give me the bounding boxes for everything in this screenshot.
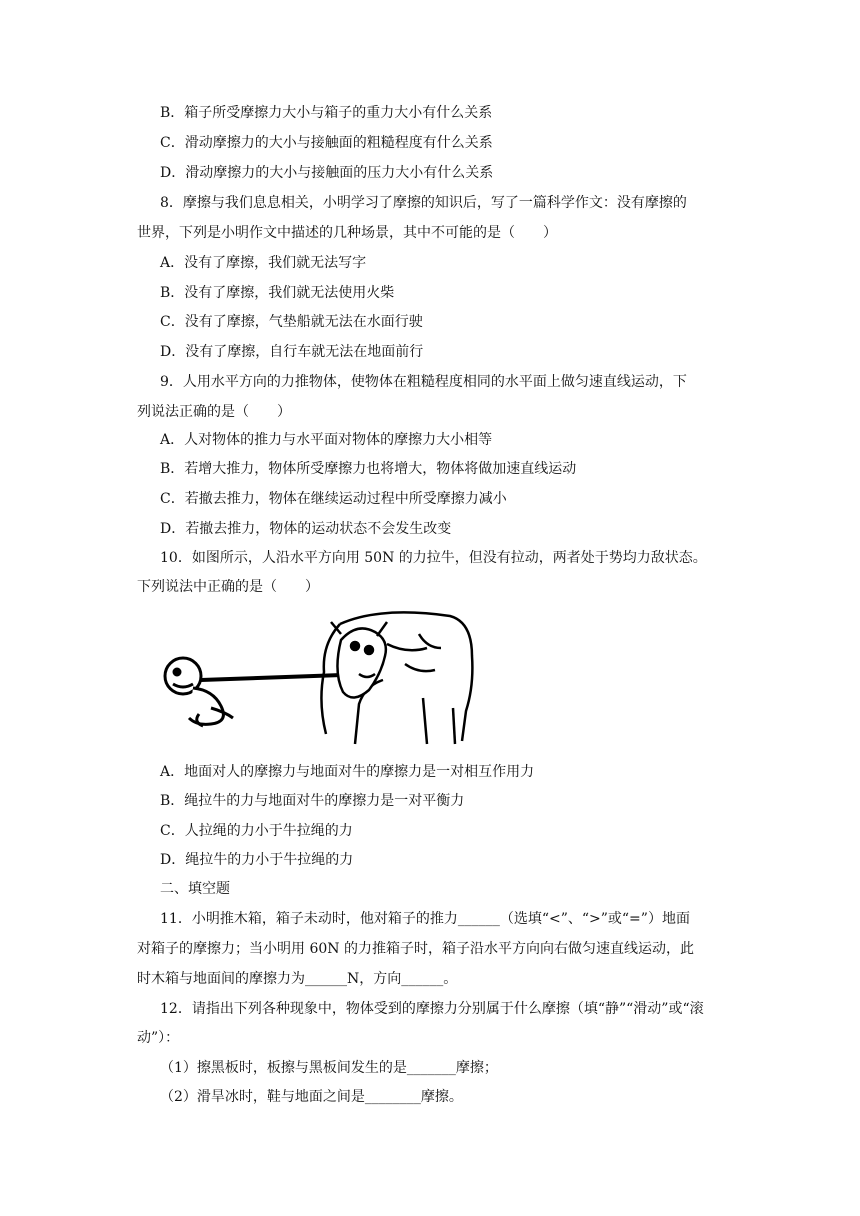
- text-line: D．滑动摩擦力的大小与接触面的压力大小有什么关系: [160, 165, 494, 181]
- text-line: 8．摩擦与我们息息相关，小明学习了摩擦的知识后，写了一篇科学作文：没有摩擦的: [160, 195, 687, 211]
- text-line: A．没有了摩擦，我们就无法写字: [160, 255, 367, 271]
- text-line: C．滑动摩擦力的大小与接触面的粗糙程度有什么关系: [160, 135, 493, 151]
- text-line: 时木箱与地面间的摩擦力为______N，方向______。: [137, 971, 458, 987]
- text-line: 10．如图所示，人沿水平方向用 50N 的力拉牛，但没有拉动，两者处于势均力敌状态。: [160, 550, 707, 566]
- text-line: B．绳拉牛的力与地面对牛的摩擦力是一对平衡力: [160, 793, 465, 809]
- text-line: B．箱子所受摩擦力大小与箱子的重力大小有什么关系: [160, 105, 493, 121]
- text-line: 二、填空题: [160, 881, 230, 897]
- person-figure: [165, 658, 233, 726]
- text-line: 11．小明推木箱，箱子未动时，他对箱子的推力______（选填“<”、“>”或“=”）地面: [160, 911, 690, 927]
- text-line: 列说法正确的是（ ）: [137, 404, 291, 420]
- text-line: （1）擦黑板时，板擦与黑板间发生的是_______摩擦；: [160, 1060, 498, 1076]
- text-line: D．绳拉牛的力小于牛拉绳的力: [160, 852, 354, 868]
- text-line: C．人拉绳的力小于牛拉绳的力: [160, 823, 353, 839]
- text-line: 世界，下列是小明作文中描述的几种场景，其中不可能的是（ ）: [137, 225, 557, 241]
- text-line: A．人对物体的推力与水平面对物体的摩擦力大小相等: [160, 432, 493, 448]
- text-line: C．若撤去推力，物体在继续运动过程中所受摩擦力减小: [160, 491, 507, 507]
- cow-figure: [321, 612, 472, 744]
- text-line: 动”）：: [137, 1030, 180, 1046]
- text-line: A．地面对人的摩擦力与地面对牛的摩擦力是一对相互作用力: [160, 764, 535, 780]
- text-line: C．没有了摩擦，气垫船就无法在水面行驶: [160, 314, 423, 330]
- text-line: 对箱子的摩擦力；当小明用 60N 的力推箱子时，箱子沿水平方向向右做匀速直线运动，此: [137, 941, 694, 957]
- person-pulling-cow-illustration: [155, 604, 485, 754]
- text-line: 下列说法中正确的是（ ）: [137, 579, 319, 595]
- text-line: （2）滑旱冰时，鞋与地面之间是________摩擦。: [160, 1089, 463, 1105]
- text-line: 9．人用水平方向的力推物体，使物体在粗糙程度相同的水平面上做匀速直线运动，下: [160, 374, 687, 390]
- text-line: D．没有了摩擦，自行车就无法在地面前行: [160, 344, 424, 360]
- text-line: D．若撤去推力，物体的运动状态不会发生改变: [160, 521, 452, 537]
- text-line: B．若增大推力，物体所受摩擦力也将增大，物体将做加速直线运动: [160, 461, 577, 477]
- text-line: B．没有了摩擦，我们就无法使用火柴: [160, 285, 395, 301]
- text-line: 12．请指出下列各种现象中，物体受到的摩擦力分别属于什么摩擦（填“静”“滑动”或“滚: [160, 1001, 704, 1017]
